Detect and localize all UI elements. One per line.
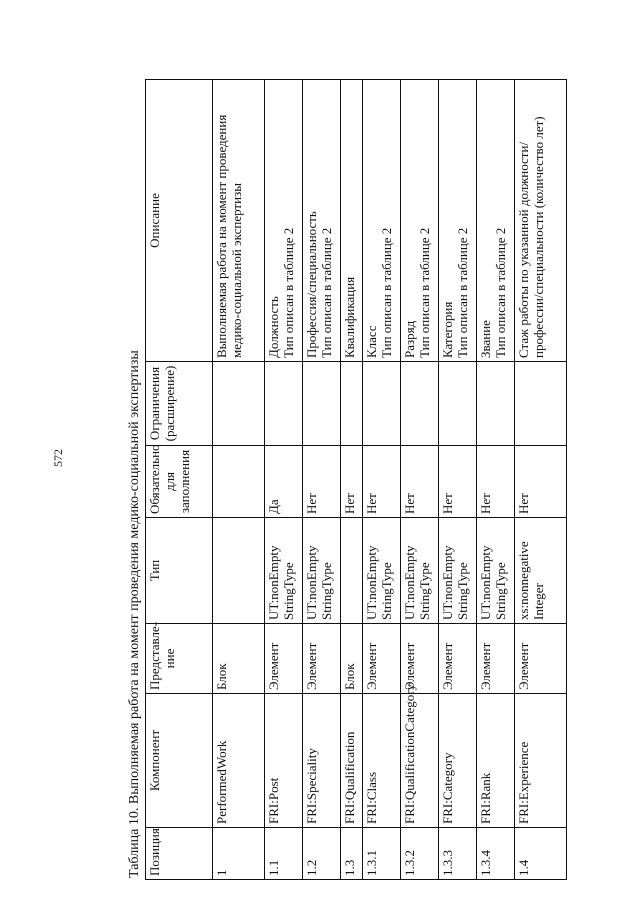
- cell-description: Должность Тип описан в таблице 2: [265, 80, 303, 362]
- cell-position: 1.3.4: [477, 828, 515, 880]
- cell-restrictions: [439, 362, 477, 446]
- cell-component: PerformedWork: [213, 694, 265, 828]
- cell-component: FRI:QualificationCategory: [401, 694, 439, 828]
- table-header-row: [146, 80, 213, 880]
- cell-description: Категория Тип описан в таблице 2: [439, 80, 477, 362]
- cell-restrictions: [363, 362, 401, 446]
- table-row: [515, 80, 567, 880]
- cell-restrictions: [265, 362, 303, 446]
- cell-required: Нет: [363, 446, 401, 518]
- table-row: [439, 80, 477, 880]
- cell-description: Разряд Тип описан в таблице 2: [401, 80, 439, 362]
- cell-representation: Блок: [213, 624, 265, 694]
- cell-required: Да: [265, 446, 303, 518]
- cell-required: Нет: [401, 446, 439, 518]
- cell-position: 1.1: [265, 828, 303, 880]
- header-description: Описание: [146, 80, 213, 362]
- cell-type: [341, 518, 363, 624]
- cell-component: FRI:Experience: [515, 694, 567, 828]
- cell-type: UT:nonEmpty StringType: [477, 518, 515, 624]
- cell-restrictions: [477, 362, 515, 446]
- cell-description: Стаж работы по указанной должности/профессии/специальности (количество лет): [515, 80, 567, 362]
- cell-required: Нет: [303, 446, 341, 518]
- header-position: Позиция: [146, 828, 213, 880]
- cell-position: 1: [213, 828, 265, 880]
- cell-required: Нет: [515, 446, 567, 518]
- cell-position: 1.4: [515, 828, 567, 880]
- cell-position: 1.3.2: [401, 828, 439, 880]
- cell-type: UT:nonEmpty StringType: [439, 518, 477, 624]
- cell-position: 1.2: [303, 828, 341, 880]
- table: [145, 79, 567, 880]
- cell-component: FRI:Speciality: [303, 694, 341, 828]
- cell-type: UT:nonEmpty StringType: [265, 518, 303, 624]
- rotated-table-block: [125, 80, 546, 880]
- cell-representation: Элемент: [363, 624, 401, 694]
- cell-description: Профессия/специальность Тип описан в таблице 2: [303, 80, 341, 362]
- cell-position: 1.3.3: [439, 828, 477, 880]
- cell-component: FRI:Category: [439, 694, 477, 828]
- table-row: [341, 80, 363, 880]
- cell-type: xs:nonnegative Integer: [515, 518, 567, 624]
- cell-required: Нет: [439, 446, 477, 518]
- cell-description: Звание Тип описан в таблице 2: [477, 80, 515, 362]
- header-restrictions: Ограничения (расширение): [146, 362, 213, 446]
- cell-restrictions: [401, 362, 439, 446]
- cell-required: Нет: [341, 446, 363, 518]
- cell-restrictions: [213, 362, 265, 446]
- table-row: [265, 80, 303, 880]
- cell-type: UT:nonEmpty StringType: [363, 518, 401, 624]
- cell-restrictions: [303, 362, 341, 446]
- cell-required: [213, 446, 265, 518]
- cell-description: Квалификация: [341, 80, 363, 362]
- table-row: [401, 80, 439, 880]
- cell-position: 1.3: [341, 828, 363, 880]
- cell-representation: Элемент: [477, 624, 515, 694]
- cell-description: Класс Тип описан в таблице 2: [363, 80, 401, 362]
- table-row: [213, 80, 265, 880]
- cell-type: UT:nonEmpty StringType: [303, 518, 341, 624]
- table-row: [477, 80, 515, 880]
- cell-representation: Элемент: [515, 624, 567, 694]
- cell-component: FRI:Qualification: [341, 694, 363, 828]
- header-component: Компонент: [146, 694, 213, 828]
- header-type: Тип: [146, 518, 213, 624]
- cell-restrictions: [341, 362, 363, 446]
- cell-position: 1.3.1: [363, 828, 401, 880]
- cell-restrictions: [515, 362, 567, 446]
- cell-type: UT:nonEmpty StringType: [401, 518, 439, 624]
- cell-component: FRI:Post: [265, 694, 303, 828]
- table-row: [303, 80, 341, 880]
- cell-representation: Элемент: [265, 624, 303, 694]
- page-number: 572: [51, 449, 65, 467]
- cell-representation: Элемент: [401, 624, 439, 694]
- cell-representation: Блок: [341, 624, 363, 694]
- cell-component: FRI:Class: [363, 694, 401, 828]
- cell-type: [213, 518, 265, 624]
- cell-required: Нет: [477, 446, 515, 518]
- header-required: Обязательно для заполнения: [146, 446, 213, 518]
- cell-representation: Элемент: [439, 624, 477, 694]
- cell-description: Выполняемая работа на момент проведения медико-социальной экспертизы: [213, 80, 265, 362]
- cell-representation: Элемент: [303, 624, 341, 694]
- cell-component: FRI:Rank: [477, 694, 515, 828]
- table-caption: Таблица 10. Выполняемая работа на момент проведения медико-социальной экспертизы: [127, 350, 142, 878]
- header-representation: Представле-ние: [146, 624, 213, 694]
- table-row: [363, 80, 401, 880]
